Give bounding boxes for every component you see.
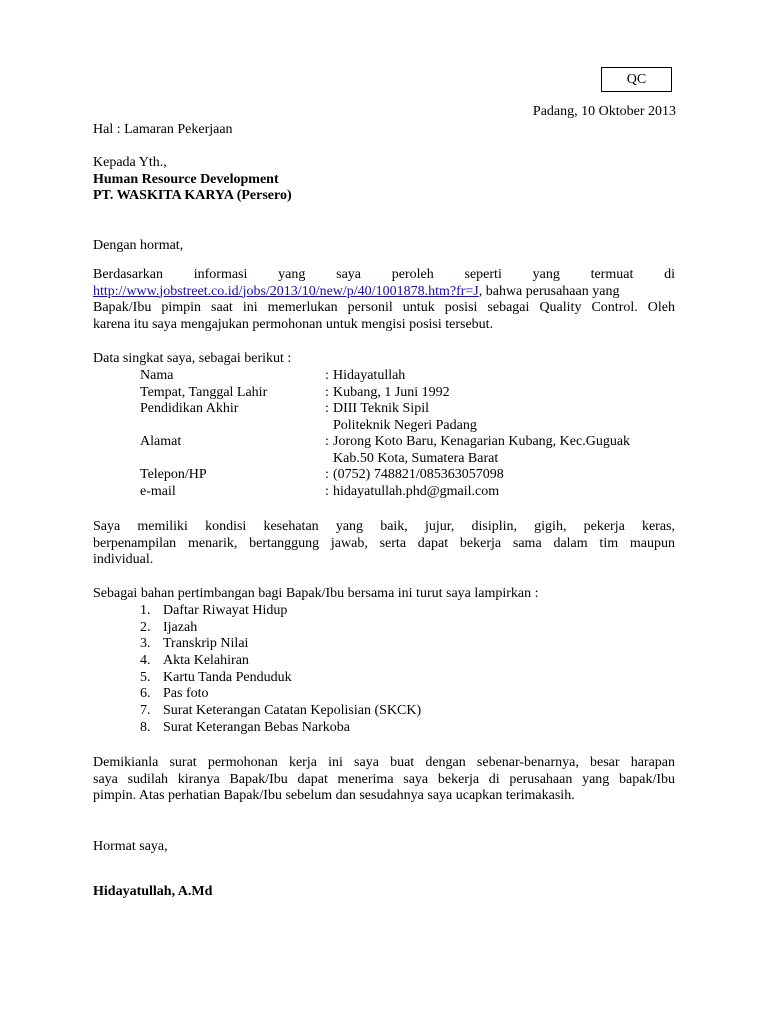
recipient-company: PT. WASKITA KARYA (Persero) (93, 188, 292, 203)
data-value: Kab.50 Kota, Sumatera Barat (333, 450, 499, 466)
condition-paragraph (93, 519, 675, 569)
closing-salutation: Hormat saya, (93, 839, 168, 854)
closing-paragraph (93, 755, 675, 805)
data-value: (0752) 748821/085363057098 (333, 467, 504, 482)
intro-link-line (93, 284, 675, 301)
list-item: 4. Akta Kelahiran (140, 653, 249, 669)
data-intro: Data singkat saya, sebagai berikut : (93, 351, 292, 366)
data-label: Nama (140, 368, 174, 383)
data-row-name (140, 368, 680, 385)
intro-line: Berdasarkan informasi yang saya peroleh seperti yang termuat di (93, 267, 675, 282)
data-value: Kubang, 1 Juni 1992 (333, 384, 450, 400)
data-colon: : (325, 384, 329, 400)
data-value: Hidayatullah (333, 368, 406, 383)
list-item: 3. Transkrip Nilai (140, 636, 249, 652)
data-value: DIII Teknik Sipil (333, 401, 429, 416)
closing-line: pimpin. Atas perhatian Bapak/Ibu sebelum dan sesudahnya saya ucapkan terimakasih. (93, 788, 575, 803)
attachments-intro: Sebagai bahan pertimbangan bagi Bapak/Ibu bersama ini turut saya lampirkan : (93, 586, 539, 601)
recipient-block (93, 155, 292, 205)
data-label: Alamat (140, 434, 182, 449)
data-label: Tempat, Tanggal Lahir (140, 384, 268, 400)
data-row-education-cont (140, 418, 680, 435)
job-posting-link[interactable]: http://www.jobstreet.co.id/jobs/2013/10/new/p/40/1001878.htm?fr=J (93, 283, 479, 299)
data-colon: : (325, 483, 329, 499)
data-label: e-mail (140, 483, 176, 499)
greeting: Dengan hormat, (93, 238, 184, 253)
attachments-list (140, 603, 421, 737)
data-value: Politeknik Negeri Padang (333, 417, 477, 433)
intro-line: karena itu saya mengajukan permohonan untuk mengisi posisi tersebut. (93, 316, 494, 332)
data-row-phone (140, 467, 680, 484)
condition-line: Saya memiliki kondisi kesehatan yang baik, jujur, disiplin, gigih, pekerja keras, (93, 519, 675, 534)
intro-paragraph (93, 267, 675, 333)
data-row-email (140, 484, 680, 501)
data-label: Pendidikan Akhir (140, 401, 239, 416)
data-label: Telepon/HP (140, 467, 207, 482)
document-code-box: QC (601, 67, 672, 92)
personal-data-table (140, 368, 680, 500)
data-colon: : (325, 401, 329, 416)
data-colon: : (325, 467, 329, 482)
intro-line: Bapak/Ibu pimpin saat ini memerlukan personil untuk posisi sebagai Quality Control. Oleh (93, 300, 675, 315)
letter-subject: Hal : Lamaran Pekerjaan (93, 122, 233, 137)
signer-name: Hidayatullah, A.Md (93, 884, 213, 899)
condition-line: individual. (93, 552, 154, 567)
list-item: 5. Kartu Tanda Penduduk (140, 669, 292, 685)
intro-line-rest: , bahwa perusahaan yang (478, 283, 620, 299)
letter-date: Padang, 10 Oktober 2013 (532, 104, 676, 119)
data-colon: : (325, 368, 329, 383)
list-item: 8. Surat Keterangan Bebas Narkoba (140, 719, 350, 735)
closing-line: Demikianla surat permohonan kerja ini saya buat dengan sebenar-benarnya, besar harapan (93, 755, 675, 770)
data-value: hidayatullah.phd@gmail.com (333, 483, 500, 499)
data-value: Jorong Koto Baru, Kenagarian Kubang, Kec.Guguak (333, 434, 631, 449)
closing-line: saya sudilah kiranya Bapak/Ibu dapat menerima saya bekerja di perusahaan yang bapak/Ibu (93, 771, 675, 787)
list-item: 2. Ijazah (140, 619, 198, 635)
data-row-address (140, 434, 680, 451)
data-row-education (140, 401, 680, 418)
data-row-address-cont (140, 451, 680, 468)
list-item: 1. Daftar Riwayat Hidup (140, 603, 288, 618)
list-item: 7. Surat Keterangan Catatan Kepolisian (SKCK) (140, 703, 422, 719)
recipient-salutation: Kepada Yth., (93, 155, 167, 170)
condition-line: berpenampilan menarik, bertanggung jawab, serta dapat bekerja sama dalam tim maupun (93, 535, 675, 551)
recipient-department: Human Resource Development (93, 171, 279, 187)
list-item: 6. Pas foto (140, 686, 209, 702)
data-colon: : (325, 434, 329, 449)
data-row-birth (140, 385, 680, 402)
